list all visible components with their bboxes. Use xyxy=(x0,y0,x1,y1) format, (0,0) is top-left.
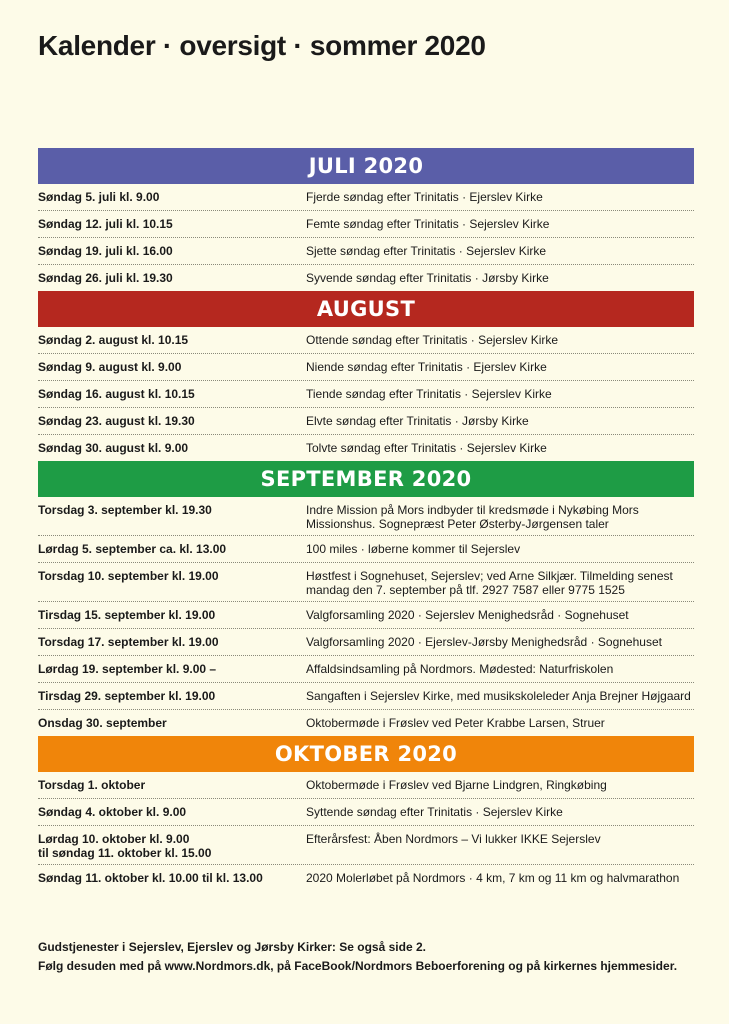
event-row xyxy=(38,536,694,563)
event-date: Søndag 12. juli kl. 10.15 xyxy=(38,217,173,231)
event-date: Tirsdag 15. september kl. 19.00 xyxy=(38,608,216,622)
footer-line-follow: Følg desuden med på www.Nordmors.dk, på FaceBook/Nordmors Beboerforening og på kirkernes hjemmesider. xyxy=(38,959,678,973)
event-desc: Valgforsamling 2020 · Sejerslev Menighedsråd · Sognehuset xyxy=(306,608,629,622)
event-date: Søndag 11. oktober kl. 10.00 til kl. 13.00 xyxy=(38,871,263,885)
event-row xyxy=(38,497,694,536)
event-row xyxy=(38,710,694,736)
month-header-august: AUGUST xyxy=(38,291,694,327)
event-row xyxy=(38,435,694,461)
event-row xyxy=(38,354,694,381)
event-row xyxy=(38,826,694,865)
event-desc: 2020 Molerløbet på Nordmors · 4 km, 7 km og 11 km og halvmarathon xyxy=(306,871,680,885)
event-row xyxy=(38,238,694,265)
event-desc: Valgforsamling 2020 · Ejerslev-Jørsby Menighedsråd · Sognehuset xyxy=(306,635,662,649)
event-row xyxy=(38,629,694,656)
page-title: Kalender · oversigt · sommer 2020 xyxy=(38,30,486,61)
event-row xyxy=(38,602,694,629)
event-desc: Femte søndag efter Trinitatis · Sejerslev Kirke xyxy=(306,217,550,231)
event-date: Torsdag 10. september kl. 19.00 xyxy=(38,569,219,583)
event-desc: Ottende søndag efter Trinitatis · Sejerslev Kirke xyxy=(306,333,559,347)
event-desc: 100 miles · løberne kommer til Sejerslev xyxy=(306,542,521,556)
event-desc: Oktobermøde i Frøslev ved Peter Krabbe Larsen, Struer xyxy=(306,716,605,730)
event-date: Søndag 30. august kl. 9.00 xyxy=(38,441,189,455)
event-row xyxy=(38,683,694,710)
event-desc: Syvende søndag efter Trinitatis · Jørsby Kirke xyxy=(306,271,549,285)
event-date: Torsdag 3. september kl. 19.30 xyxy=(38,503,212,517)
event-date: Lørdag 19. september kl. 9.00 – xyxy=(38,662,217,676)
event-date: Tirsdag 29. september kl. 19.00 xyxy=(38,689,216,703)
event-desc: Oktobermøde i Frøslev ved Bjarne Lindgren, Ringkøbing xyxy=(306,778,607,792)
event-desc: Syttende søndag efter Trinitatis · Sejerslev Kirke xyxy=(306,805,563,819)
month-header-september: SEPTEMBER 2020 xyxy=(38,461,694,497)
event-row xyxy=(38,381,694,408)
footer-notes xyxy=(38,938,708,976)
event-date: Søndag 9. august kl. 9.00 xyxy=(38,360,182,374)
event-date: Søndag 2. august kl. 10.15 xyxy=(38,333,189,347)
footer-line-services: Gudstjenester i Sejerslev, Ejerslev og Jørsby Kirker: Se også side 2. xyxy=(38,940,426,954)
event-row xyxy=(38,865,694,891)
event-desc: Affaldsindsamling på Nordmors. Mødested: Naturfriskolen xyxy=(306,662,614,676)
event-row xyxy=(38,772,694,799)
event-desc: Sjette søndag efter Trinitatis · Sejerslev Kirke xyxy=(306,244,547,258)
event-desc: Indre Mission på Mors indbyder til kredsmøde i Nykøbing Mors Missionshus. Sognepræst Peter Østerby-Jørgensen taler xyxy=(306,503,639,531)
event-date: Søndag 5. juli kl. 9.00 xyxy=(38,190,160,204)
event-row xyxy=(38,265,694,291)
event-date: Søndag 19. juli kl. 16.00 xyxy=(38,244,173,258)
event-date: Søndag 16. august kl. 10.15 xyxy=(38,387,195,401)
event-desc: Fjerde søndag efter Trinitatis · Ejerslev Kirke xyxy=(306,190,543,204)
event-date: Torsdag 17. september kl. 19.00 xyxy=(38,635,219,649)
month-header-oktober: OKTOBER 2020 xyxy=(38,736,694,772)
event-desc: Niende søndag efter Trinitatis · Ejerslev Kirke xyxy=(306,360,547,374)
event-date: Torsdag 1. oktober xyxy=(38,778,146,792)
event-desc: Efterårsfest: Åben Nordmors – Vi lukker IKKE Sejerslev xyxy=(306,832,601,846)
event-desc: Tiende søndag efter Trinitatis · Sejerslev Kirke xyxy=(306,387,552,401)
event-date: Lørdag 10. oktober kl. 9.00 til søndag 11. oktober kl. 15.00 xyxy=(38,832,212,860)
event-date: Søndag 26. juli kl. 19.30 xyxy=(38,271,173,285)
event-row xyxy=(38,656,694,683)
event-row xyxy=(38,799,694,826)
event-date: Lørdag 5. september ca. kl. 13.00 xyxy=(38,542,227,556)
event-row xyxy=(38,563,694,602)
event-date: Søndag 4. oktober kl. 9.00 xyxy=(38,805,187,819)
event-desc: Sangaften i Sejerslev Kirke, med musikskoleleder Anja Brejner Højgaard xyxy=(306,689,691,703)
calendar xyxy=(38,148,694,891)
event-row xyxy=(38,211,694,238)
event-date: Onsdag 30. september xyxy=(38,716,167,730)
event-row xyxy=(38,327,694,354)
event-row xyxy=(38,184,694,211)
event-row xyxy=(38,408,694,435)
event-date: Søndag 23. august kl. 19.30 xyxy=(38,414,195,428)
event-desc: Høstfest i Sognehuset, Sejerslev; ved Arne Silkjær. Tilmelding senest mandag den 7. september på tlf. 2927 7587 eller 9775 1525 xyxy=(306,569,673,597)
month-header-juli: JULI 2020 xyxy=(38,148,694,184)
event-desc: Tolvte søndag efter Trinitatis · Sejerslev Kirke xyxy=(306,441,547,455)
event-desc: Elvte søndag efter Trinitatis · Jørsby Kirke xyxy=(306,414,529,428)
